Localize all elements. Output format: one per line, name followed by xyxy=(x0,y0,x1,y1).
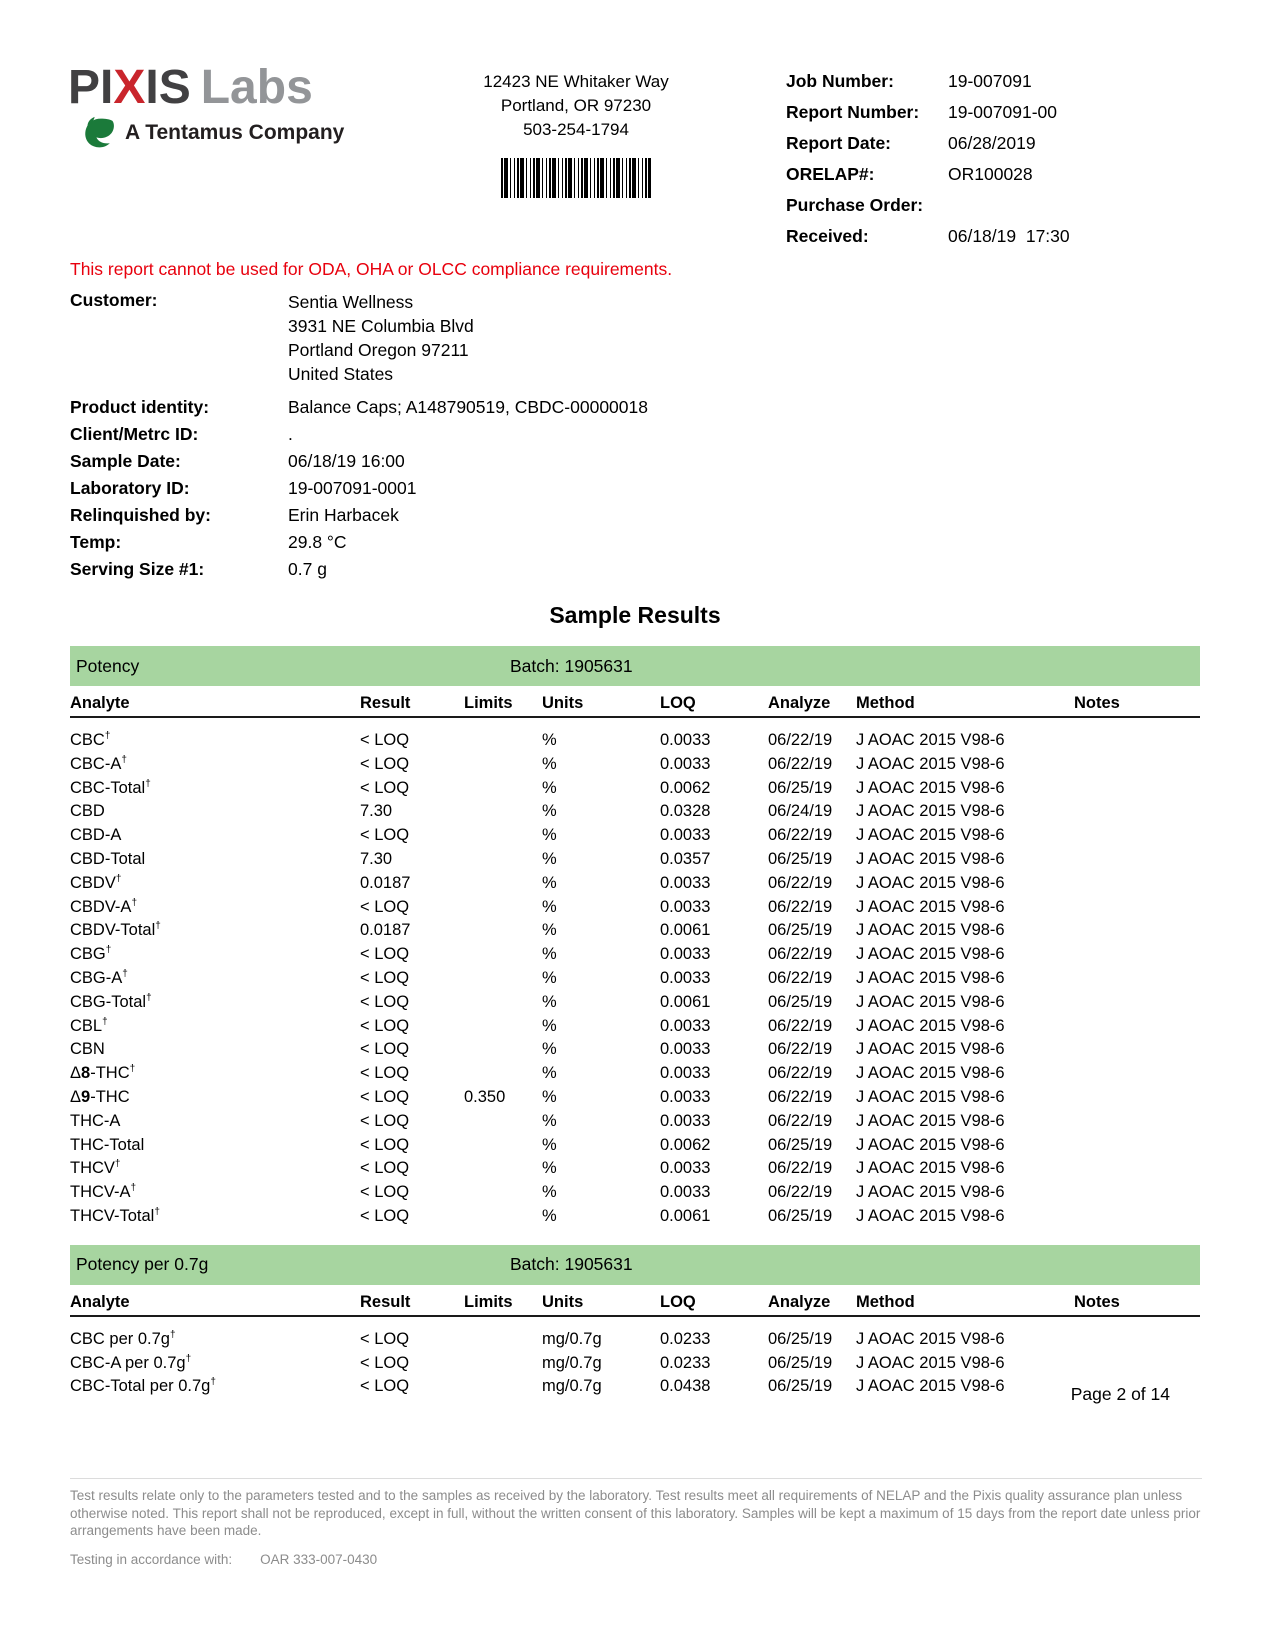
table-body xyxy=(70,718,1200,1229)
sample-detail-value: 06/18/19 16:00 xyxy=(288,451,405,471)
table-row xyxy=(70,896,1200,920)
cell-analyze: 06/24/19 xyxy=(768,802,833,821)
sample-detail-row xyxy=(70,502,648,529)
cell-method: J AOAC 2015 V98-6 xyxy=(856,1329,1005,1348)
results-table xyxy=(70,1245,1200,1399)
column-header: Notes xyxy=(1074,694,1120,712)
sample-detail-value: 0.7 g xyxy=(288,559,327,579)
cell-loq: 0.0033 xyxy=(660,1040,711,1059)
cell-result: 7.30 xyxy=(360,849,393,868)
cell-loq: 0.0033 xyxy=(660,945,711,964)
cell-result: < LOQ xyxy=(360,968,410,987)
cell-analyte: CBC-A per 0.7g† xyxy=(70,1353,192,1372)
results-table xyxy=(70,646,1200,1229)
cell-units: % xyxy=(542,945,557,964)
cell-loq: 0.0033 xyxy=(660,968,711,987)
sample-detail-value: 29.8 °C xyxy=(288,532,347,552)
accordance-line xyxy=(70,1552,377,1567)
cell-result: < LOQ xyxy=(360,1064,410,1083)
cell-loq: 0.0033 xyxy=(660,1159,711,1178)
report-info-block xyxy=(786,70,1116,256)
cell-units: % xyxy=(542,1111,557,1130)
cell-method: J AOAC 2015 V98-6 xyxy=(856,1206,1005,1225)
cell-result: < LOQ xyxy=(360,1329,410,1348)
table-row xyxy=(70,1181,1200,1205)
cell-result: 0.0187 xyxy=(360,873,411,892)
sample-detail-row xyxy=(70,529,648,556)
cell-units: % xyxy=(542,1087,557,1106)
report-info-value: OR100028 xyxy=(948,164,1033,184)
cell-analyze: 06/22/19 xyxy=(768,731,833,749)
batch-label: Batch: 1905631 xyxy=(510,1254,633,1275)
cell-loq: 0.0033 xyxy=(660,1183,711,1202)
cell-method: J AOAC 2015 V98-6 xyxy=(856,945,1005,964)
table-row xyxy=(70,848,1200,872)
column-header: Notes xyxy=(1074,1292,1120,1311)
report-info-row xyxy=(786,163,1116,186)
logo-text: PI xyxy=(68,61,114,114)
cell-result: < LOQ xyxy=(360,1206,410,1225)
sample-detail-value: . xyxy=(288,424,293,444)
footer-disclaimer: Test results relate only to the parameters tested and to the samples as received by the laboratory. Test results meet all requirements of NELAP and the Pixis quality assurance plan unless otherwise noted. This report shall not be reproduced, except in full, without the written consent of this laboratory. Samples will be kept a maximum of 15 days from the report date unless prior arrangements have been made. xyxy=(70,1478,1202,1540)
cell-method: J AOAC 2015 V98-6 xyxy=(856,826,1005,845)
sample-detail-row xyxy=(70,556,648,583)
column-header: Method xyxy=(856,694,915,712)
column-header: Analyte xyxy=(70,694,130,712)
cell-analyte: CBC† xyxy=(70,730,111,749)
cell-result: < LOQ xyxy=(360,1016,410,1035)
lab-address-line: 503-254-1794 xyxy=(523,120,629,139)
customer-address xyxy=(288,290,474,386)
cell-result: < LOQ xyxy=(360,1377,410,1396)
cell-analyze: 06/25/19 xyxy=(768,778,833,797)
section-title: Sample Results xyxy=(549,602,721,628)
cell-method: J AOAC 2015 V98-6 xyxy=(856,1377,1005,1396)
cell-method: J AOAC 2015 V98-6 xyxy=(856,849,1005,868)
cell-units: % xyxy=(542,968,557,987)
cell-analyte: THCV-A† xyxy=(70,1182,137,1202)
cell-units: % xyxy=(542,1135,557,1154)
cell-method: J AOAC 2015 V98-6 xyxy=(856,1016,1005,1035)
cell-loq: 0.0233 xyxy=(660,1329,711,1348)
sample-detail-label: Product identity: xyxy=(70,397,210,417)
table-header-row xyxy=(70,686,1200,718)
sample-details-block xyxy=(70,394,648,583)
cell-units: % xyxy=(542,992,557,1011)
cell-analyte: CBC-A† xyxy=(70,754,127,773)
cell-method: J AOAC 2015 V98-6 xyxy=(856,802,1005,821)
cell-analyze: 06/22/19 xyxy=(768,897,833,916)
cell-units: % xyxy=(542,1040,557,1059)
compliance-notice: This report cannot be used for ODA, OHA or OLCC compliance requirements. xyxy=(70,259,673,279)
sample-detail-row xyxy=(70,475,648,502)
column-header: Analyze xyxy=(768,1292,831,1311)
sample-detail-label: Sample Date: xyxy=(70,451,181,471)
cell-analyte: CBG† xyxy=(70,944,112,964)
cell-method: J AOAC 2015 V98-6 xyxy=(856,1183,1005,1202)
cell-analyze: 06/22/19 xyxy=(768,968,833,987)
cell-units: % xyxy=(542,1016,557,1035)
cell-analyze: 06/25/19 xyxy=(768,849,833,868)
report-info-value: 19-007091-00 xyxy=(948,102,1057,122)
cell-analyte: CBC-Total† xyxy=(70,778,151,797)
cell-method: J AOAC 2015 V98-6 xyxy=(856,873,1005,892)
cell-result: < LOQ xyxy=(360,1111,410,1130)
cell-result: < LOQ xyxy=(360,731,410,749)
column-header: Units xyxy=(542,1292,584,1311)
cell-units: % xyxy=(542,1159,557,1178)
cell-analyze: 06/25/19 xyxy=(768,1329,833,1348)
column-header: Analyte xyxy=(70,1292,130,1311)
cell-analyze: 06/22/19 xyxy=(768,1016,833,1035)
accordance-value: OAR 333-007-0430 xyxy=(260,1552,378,1567)
table-banner xyxy=(70,646,1200,686)
table-row xyxy=(70,967,1200,991)
sample-detail-row xyxy=(70,421,648,448)
cell-loq: 0.0061 xyxy=(660,992,711,1011)
cell-analyte: Δ9-THC xyxy=(70,1087,130,1106)
table-row xyxy=(70,943,1200,967)
table-row xyxy=(70,1015,1200,1039)
column-header: Units xyxy=(542,694,584,712)
report-info-label: Job Number: xyxy=(786,71,894,91)
cell-analyze: 06/25/19 xyxy=(768,921,833,940)
cell-loq: 0.0061 xyxy=(660,1206,711,1225)
cell-analyte: Δ8-THC† xyxy=(70,1063,136,1083)
cell-units: % xyxy=(542,778,557,797)
table-row xyxy=(70,1134,1200,1158)
table-row xyxy=(70,729,1200,753)
sample-detail-row xyxy=(70,394,648,421)
cell-analyze: 06/22/19 xyxy=(768,1183,833,1202)
cell-analyte: CBD-Total xyxy=(70,849,146,868)
cell-result: < LOQ xyxy=(360,778,410,797)
cell-units: % xyxy=(542,1183,557,1202)
sample-detail-label: Temp: xyxy=(70,532,122,552)
cell-loq: 0.0033 xyxy=(660,1111,711,1130)
cell-analyze: 06/25/19 xyxy=(768,1135,833,1154)
cell-analyte: THC-Total xyxy=(70,1135,145,1154)
cell-analyte: CBDV-A† xyxy=(70,897,137,916)
table-row xyxy=(70,1205,1200,1229)
cell-loq: 0.0062 xyxy=(660,778,711,797)
cell-analyze: 06/22/19 xyxy=(768,1159,833,1178)
sample-detail-value: 19-007091-0001 xyxy=(288,478,417,498)
cell-units: % xyxy=(542,873,557,892)
column-header: Result xyxy=(360,694,411,712)
cell-units: % xyxy=(542,849,557,868)
table-row xyxy=(70,1157,1200,1181)
cell-result: 0.0187 xyxy=(360,921,411,940)
cell-units: % xyxy=(542,731,557,749)
cell-units: % xyxy=(542,1064,557,1083)
cell-method: J AOAC 2015 V98-6 xyxy=(856,968,1005,987)
cell-analyze: 06/25/19 xyxy=(768,1377,833,1396)
cell-analyze: 06/25/19 xyxy=(768,992,833,1011)
tagline-text: A Tentamus Company xyxy=(125,120,345,144)
logo-tagline xyxy=(68,116,344,149)
cell-analyte: CBN xyxy=(70,1040,105,1059)
cell-loq: 0.0233 xyxy=(660,1353,711,1372)
cell-analyze: 06/22/19 xyxy=(768,1087,833,1106)
logo-wordmark xyxy=(68,61,344,114)
sample-detail-label: Client/Metrc ID: xyxy=(70,424,199,444)
cell-analyze: 06/25/19 xyxy=(768,1206,833,1225)
cell-units: % xyxy=(542,826,557,845)
cell-method: J AOAC 2015 V98-6 xyxy=(856,1087,1005,1106)
sample-detail-label: Serving Size #1: xyxy=(70,559,205,579)
table-row xyxy=(70,753,1200,777)
column-header: Limits xyxy=(464,1292,513,1311)
cell-result: < LOQ xyxy=(360,826,410,845)
cell-analyte: THCV-Total† xyxy=(70,1206,160,1225)
sample-detail-row xyxy=(70,448,648,475)
cell-units: % xyxy=(542,754,557,773)
accordance-label: Testing in accordance with: xyxy=(70,1552,233,1567)
report-info-value: 19-007091 xyxy=(948,71,1032,91)
cell-method: J AOAC 2015 V98-6 xyxy=(856,731,1005,749)
cell-result: < LOQ xyxy=(360,992,410,1011)
page-number: Page 2 of 14 xyxy=(1070,1384,1170,1404)
cell-loq: 0.0033 xyxy=(660,1064,711,1083)
table-title: Potency xyxy=(76,655,140,676)
cell-method: J AOAC 2015 V98-6 xyxy=(856,1040,1005,1059)
cell-analyte: CBD xyxy=(70,802,105,821)
column-header: LOQ xyxy=(660,694,696,712)
cell-limits: 0.350 xyxy=(464,1087,506,1106)
report-info-label: Purchase Order: xyxy=(786,195,924,215)
column-header: Method xyxy=(856,1292,915,1311)
report-info-row xyxy=(786,101,1116,124)
cell-analyte: CBG-A† xyxy=(70,968,128,987)
cell-result: < LOQ xyxy=(360,1159,410,1178)
table-header-row xyxy=(70,1285,1200,1317)
cell-analyte: CBDV† xyxy=(70,873,122,892)
table-row xyxy=(70,777,1200,801)
column-header: Limits xyxy=(464,694,513,712)
table-row xyxy=(70,800,1200,824)
barcode xyxy=(501,158,651,198)
cell-method: J AOAC 2015 V98-6 xyxy=(856,1111,1005,1130)
table-row xyxy=(70,1086,1200,1110)
batch-label: Batch: 1905631 xyxy=(510,655,633,676)
cell-units: % xyxy=(542,921,557,940)
cell-method: J AOAC 2015 V98-6 xyxy=(856,1353,1005,1372)
cell-loq: 0.0033 xyxy=(660,754,711,773)
report-info-row xyxy=(786,194,1116,217)
report-info-value: 06/28/2019 xyxy=(948,133,1036,153)
cell-analyte: CBD-A xyxy=(70,826,122,845)
cell-result: < LOQ xyxy=(360,1183,410,1202)
cell-loq: 0.0438 xyxy=(660,1377,711,1396)
report-info-label: ORELAP#: xyxy=(786,164,875,184)
report-info-row xyxy=(786,132,1116,155)
lab-address-block xyxy=(426,70,726,198)
cell-analyte: CBDV-Total† xyxy=(70,920,161,940)
cell-analyze: 06/22/19 xyxy=(768,873,833,892)
cell-units: mg/0.7g xyxy=(542,1329,602,1348)
cell-units: % xyxy=(542,897,557,916)
cell-analyze: 06/22/19 xyxy=(768,1064,833,1083)
cell-result: < LOQ xyxy=(360,1087,410,1106)
cell-loq: 0.0033 xyxy=(660,826,711,845)
cell-analyte: CBL† xyxy=(70,1016,108,1035)
cell-method: J AOAC 2015 V98-6 xyxy=(856,1135,1005,1154)
cell-analyte: CBC per 0.7g† xyxy=(70,1329,176,1348)
table-row xyxy=(70,1328,1200,1352)
cell-result: < LOQ xyxy=(360,1135,410,1154)
cell-method: J AOAC 2015 V98-6 xyxy=(856,992,1005,1011)
cell-analyze: 06/22/19 xyxy=(768,945,833,964)
table-title: Potency per 0.7g xyxy=(76,1254,209,1275)
cell-method: J AOAC 2015 V98-6 xyxy=(856,1064,1005,1083)
cell-loq: 0.0033 xyxy=(660,897,711,916)
cell-loq: 0.0033 xyxy=(660,1016,711,1035)
cell-analyze: 06/22/19 xyxy=(768,826,833,845)
report-info-row xyxy=(786,225,1116,248)
cell-method: J AOAC 2015 V98-6 xyxy=(856,1159,1005,1178)
column-header: Analyze xyxy=(768,694,831,712)
cell-result: < LOQ xyxy=(360,1353,410,1372)
report-info-label: Received: xyxy=(786,226,869,246)
logo-accent-letter: X xyxy=(113,61,146,114)
table-row xyxy=(70,1062,1200,1086)
logo-labs-text: Labs xyxy=(200,61,313,114)
table-row xyxy=(70,872,1200,896)
customer-address-line: 3931 NE Columbia Blvd xyxy=(288,316,474,336)
lab-address-line: Portland, OR 97230 xyxy=(500,96,652,115)
lab-address xyxy=(426,70,726,142)
results-tables xyxy=(70,646,1200,1415)
cell-result: < LOQ xyxy=(360,945,410,964)
pixis-labs-logo xyxy=(68,61,345,149)
cell-units: mg/0.7g xyxy=(542,1353,602,1372)
cell-loq: 0.0328 xyxy=(660,802,711,821)
leaf-icon xyxy=(82,116,118,149)
cell-loq: 0.0033 xyxy=(660,873,711,892)
table-row xyxy=(70,1038,1200,1062)
cell-result: < LOQ xyxy=(360,754,410,773)
customer-address-line: Portland Oregon 97211 xyxy=(288,340,469,360)
sample-detail-label: Laboratory ID: xyxy=(70,478,190,498)
table-row xyxy=(70,919,1200,943)
sample-detail-label: Relinquished by: xyxy=(70,505,211,525)
column-header: Result xyxy=(360,1292,411,1311)
cell-analyze: 06/25/19 xyxy=(768,1353,833,1372)
column-header: LOQ xyxy=(660,1292,696,1311)
cell-units: mg/0.7g xyxy=(542,1377,602,1396)
cell-analyte: THCV† xyxy=(70,1158,121,1178)
cell-analyte: CBG-Total† xyxy=(70,992,152,1011)
cell-analyze: 06/22/19 xyxy=(768,1111,833,1130)
cell-loq: 0.0061 xyxy=(660,921,711,940)
cell-result: < LOQ xyxy=(360,897,410,916)
cell-result: < LOQ xyxy=(360,1040,410,1059)
cell-loq: 0.0033 xyxy=(660,1087,711,1106)
cell-units: % xyxy=(542,802,557,821)
cell-analyze: 06/22/19 xyxy=(768,754,833,773)
customer-block xyxy=(70,290,474,386)
report-info-value: 06/18/19 17:30 xyxy=(948,226,1070,246)
lab-address-line: 12423 NE Whitaker Way xyxy=(483,72,669,91)
cell-loq: 0.0357 xyxy=(660,849,711,868)
table-row xyxy=(70,824,1200,848)
cell-method: J AOAC 2015 V98-6 xyxy=(856,921,1005,940)
table-row xyxy=(70,991,1200,1015)
table-banner xyxy=(70,1245,1200,1285)
table-row xyxy=(70,1110,1200,1134)
logo-text: IS xyxy=(145,61,191,114)
table-row xyxy=(70,1352,1200,1376)
customer-address-line: Sentia Wellness xyxy=(288,292,414,312)
cell-result: 7.30 xyxy=(360,802,393,821)
report-info-label: Report Date: xyxy=(786,133,892,153)
cell-method: J AOAC 2015 V98-6 xyxy=(856,897,1005,916)
cell-method: J AOAC 2015 V98-6 xyxy=(856,754,1005,773)
cell-analyte: THC-A xyxy=(70,1111,121,1130)
report-info-row xyxy=(786,70,1116,93)
cell-loq: 0.0033 xyxy=(660,731,711,749)
cell-analyte: CBC-Total per 0.7g† xyxy=(70,1376,216,1396)
cell-method: J AOAC 2015 V98-6 xyxy=(856,778,1005,797)
customer-label: Customer: xyxy=(70,290,158,310)
cell-loq: 0.0062 xyxy=(660,1135,711,1154)
cell-analyze: 06/22/19 xyxy=(768,1040,833,1059)
customer-address-line: United States xyxy=(288,364,394,384)
report-info-label: Report Number: xyxy=(786,102,920,122)
sample-detail-value: Balance Caps; A148790519, CBDC-00000018 xyxy=(288,397,648,417)
cell-units: % xyxy=(542,1206,557,1225)
sample-detail-value: Erin Harbacek xyxy=(288,505,399,525)
